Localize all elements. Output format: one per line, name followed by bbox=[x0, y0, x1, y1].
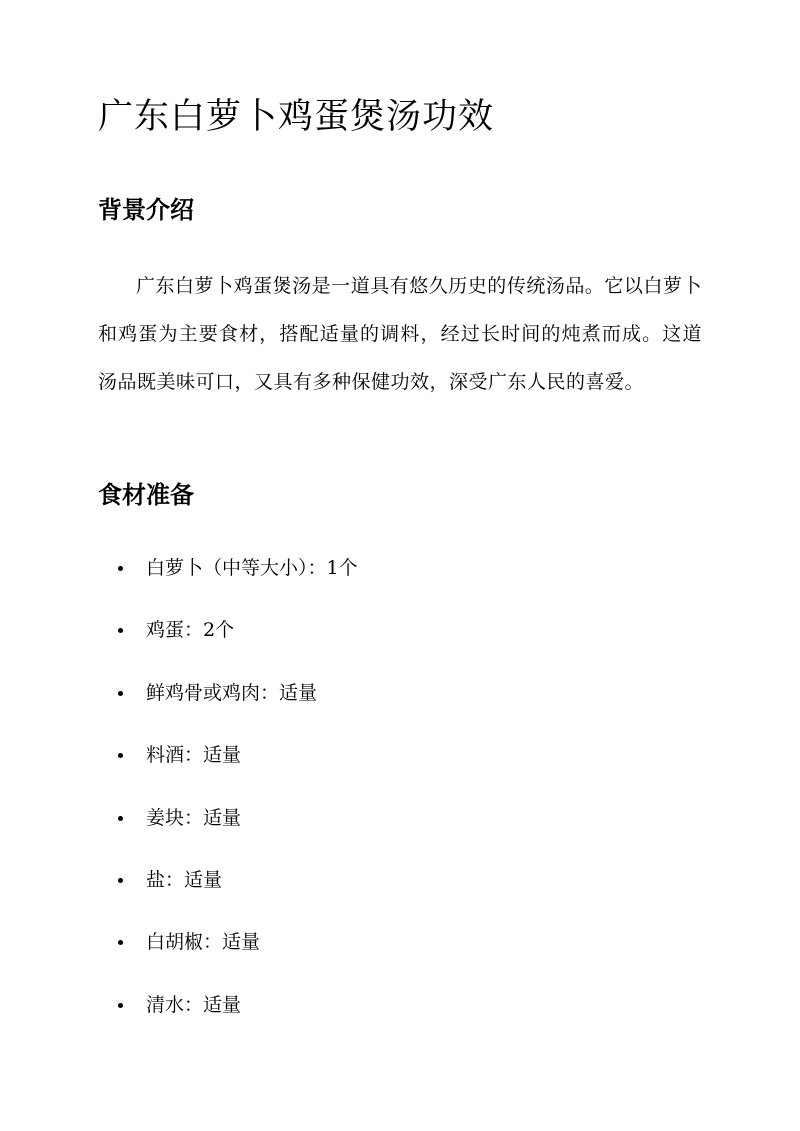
ingredient-text: 白胡椒：适量 bbox=[146, 931, 261, 954]
ingredient-text: 料酒：适量 bbox=[146, 744, 242, 767]
ingredient-text: 鸡蛋：2个 bbox=[146, 619, 235, 642]
bullet-icon bbox=[118, 691, 123, 696]
ingredient-text: 盐：适量 bbox=[146, 868, 223, 891]
section-heading-ingredients: 食材准备 bbox=[98, 481, 194, 509]
ingredient-item bbox=[118, 798, 358, 860]
ingredient-item bbox=[118, 673, 358, 735]
bullet-icon bbox=[118, 1003, 123, 1008]
bullet-icon bbox=[118, 566, 123, 571]
ingredient-item bbox=[118, 860, 358, 922]
ingredient-text: 姜块：适量 bbox=[146, 806, 242, 829]
bullet-icon bbox=[118, 940, 123, 945]
document-title: 广东白萝卜鸡蛋煲汤功效 bbox=[98, 97, 495, 137]
ingredient-item bbox=[118, 548, 358, 610]
bullet-icon bbox=[118, 878, 123, 883]
ingredient-item bbox=[118, 735, 358, 797]
ingredient-text: 白萝卜（中等大小）：1个 bbox=[146, 557, 358, 579]
ingredient-item bbox=[118, 610, 358, 672]
section-heading-background: 背景介绍 bbox=[98, 196, 194, 224]
ingredient-list bbox=[118, 548, 358, 1047]
ingredient-item bbox=[118, 985, 358, 1047]
ingredient-text: 清水：适量 bbox=[146, 993, 242, 1016]
bullet-icon bbox=[118, 816, 123, 821]
bullet-icon bbox=[118, 753, 123, 758]
background-paragraph: 广东白萝卜鸡蛋煲汤是一道具有悠久历史的传统汤品。它以白萝卜和鸡蛋为主要食材，搭配适量的调料，经过长时间的炖煮而成。这道汤品既美味可口，又具有多种保健功效，深受广东人民的喜爱。 bbox=[98, 275, 702, 393]
ingredient-text: 鲜鸡骨或鸡肉：适量 bbox=[146, 681, 318, 704]
bullet-icon bbox=[118, 628, 123, 633]
ingredient-item bbox=[118, 922, 358, 984]
